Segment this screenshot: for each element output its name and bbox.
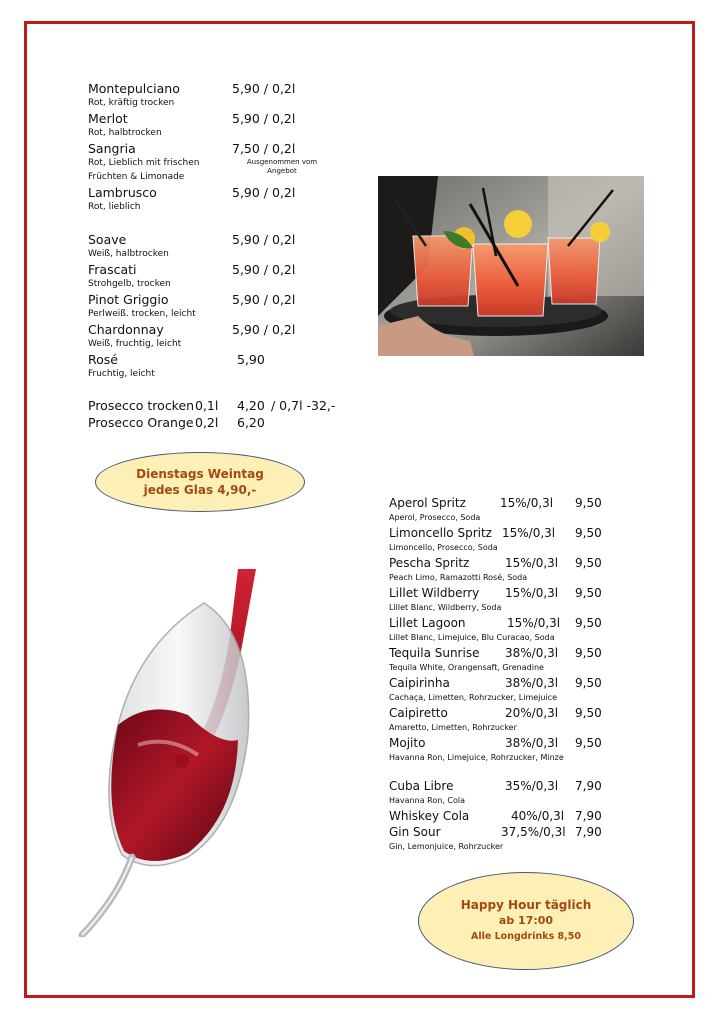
cocktail-name: Mojito — [389, 736, 426, 750]
promo-line: jedes Glas 4,90,- — [143, 483, 257, 497]
wine-name: Montepulciano — [88, 81, 180, 96]
cocktail-name: Limoncello Spritz — [389, 526, 492, 540]
prosecco-price: 6,20 — [237, 415, 265, 430]
cocktail-desc: Amaretto, Limetten, Rohrzucker — [389, 723, 517, 732]
longdrink-desc: Gin, Lemonjuice, Rohrzucker — [389, 842, 504, 851]
longdrink-name: Cuba Libre — [389, 779, 454, 793]
cocktail-photo — [378, 176, 644, 356]
wine-name: Pinot Griggio — [88, 292, 169, 307]
cocktail-desc: Tequila White, Orangensaft, Grenadine — [389, 663, 544, 672]
cocktail-price: 9,50 — [575, 526, 602, 540]
cocktail-abv: 15%/0,3l — [507, 616, 561, 630]
wine-desc: Perlweiß. trocken, leicht — [88, 309, 196, 319]
cocktail-name: Tequila Sunrise — [389, 646, 480, 660]
cocktail-desc: Cachaça, Limetten, Rohrzucker, Limejuice — [389, 693, 557, 702]
wine-price: 5,90 / 0,2l — [232, 111, 296, 126]
cocktail-price: 9,50 — [575, 616, 602, 630]
prosecco-size: 0,1l — [195, 398, 219, 413]
wine-desc: Rot, kräftig trocken — [88, 98, 175, 108]
promo-line: Happy Hour täglich — [460, 898, 592, 912]
wine-price: 5,90 / 0,2l — [232, 81, 296, 96]
wine-price: 5,90 / 0,2l — [232, 185, 296, 200]
longdrink-name: Gin Sour — [389, 825, 441, 839]
note-line: Angebot — [267, 167, 297, 175]
cocktail-desc: Peach Limo, Ramazotti Rosé, Soda — [389, 573, 528, 582]
longdrink-price: 7,90 — [575, 825, 602, 839]
cocktail-price: 9,50 — [575, 586, 602, 600]
prosecco-bottle-price: / 0,7l -32,- — [271, 398, 336, 413]
longdrink-abv: 37,5%/0,3l — [501, 825, 566, 839]
wine-price: 5,90 / 0,2l — [232, 292, 296, 307]
prosecco-price: 4,20 — [237, 398, 265, 413]
wine-desc: Früchten & Limonade — [88, 172, 185, 182]
cocktail-abv: 38%/0,3l — [505, 736, 559, 750]
cocktail-abv: 15%/0,3l — [502, 526, 556, 540]
wine-desc: Weiß, halbtrocken — [88, 249, 169, 259]
cocktail-price: 9,50 — [575, 646, 602, 660]
cocktail-price: 9,50 — [575, 736, 602, 750]
cocktail-abv: 38%/0,3l — [505, 646, 559, 660]
wine-desc: Fruchtig, leicht — [88, 369, 155, 379]
cocktail-price: 9,50 — [575, 706, 602, 720]
wine-price: 5,90 / 0,2l — [232, 232, 296, 247]
wine-desc: Weiß, fruchtig, leicht — [88, 339, 182, 349]
wine-price: 5,90 / 0,2l — [232, 262, 296, 277]
cocktail-price: 9,50 — [575, 556, 602, 570]
wine-desc: Rot, lieblich — [88, 202, 141, 212]
note-line: Ausgenommen vom — [246, 158, 318, 166]
cocktail-abv: 15%/0,3l — [505, 556, 559, 570]
cocktail-name: Aperol Spritz — [389, 496, 466, 510]
longdrink-name: Whiskey Cola — [389, 809, 470, 823]
wine-desc: Rot, halbtrocken — [88, 128, 162, 138]
cocktail-desc: Lillet Blanc, Wildberry, Soda — [389, 603, 502, 612]
tuesday-wine-promo — [95, 452, 305, 512]
cocktail-name: Lillet Wildberry — [389, 586, 480, 600]
wine-name: Chardonnay — [88, 322, 164, 337]
longdrink-abv: 35%/0,3l — [505, 779, 559, 793]
cocktail-name: Pescha Spritz — [389, 556, 470, 570]
wine-glass-illustration — [78, 565, 264, 937]
cocktail-price: 9,50 — [575, 676, 602, 690]
wine-name: Merlot — [88, 111, 128, 126]
cocktail-abv: 38%/0,3l — [505, 676, 559, 690]
promo-line: ab 17:00 — [498, 914, 554, 927]
prosecco-name: Prosecco Orange — [88, 415, 194, 430]
longdrink-price: 7,90 — [575, 809, 602, 823]
offer-exclusion-note — [244, 158, 320, 176]
longdrink-price: 7,90 — [575, 779, 602, 793]
cocktail-price: 9,50 — [575, 496, 602, 510]
longdrink-abv: 40%/0,3l — [511, 809, 565, 823]
cocktail-desc: Aperol, Prosecco, Soda — [389, 513, 481, 522]
cocktail-name: Caipirinha — [389, 676, 450, 690]
cocktail-name: Lillet Lagoon — [389, 616, 466, 630]
cocktail-desc: Limoncello, Prosecco, Soda — [389, 543, 498, 552]
wine-price: 5,90 / 0,2l — [232, 322, 296, 337]
wine-name: Rosé — [88, 352, 118, 367]
promo-line: Dienstags Weintag — [136, 467, 264, 481]
wine-price: 5,90 — [237, 352, 265, 367]
wine-name: Lambrusco — [88, 185, 157, 200]
wine-name: Sangria — [88, 141, 136, 156]
wine-desc: Rot, Lieblich mit frischen — [88, 158, 200, 168]
wine-name: Soave — [88, 232, 127, 247]
wine-name: Frascati — [88, 262, 137, 277]
promo-line: Alle Longdrinks 8,50 — [471, 931, 581, 942]
longdrink-desc: Havanna Ron, Cola — [389, 796, 465, 805]
happy-hour-promo — [418, 872, 634, 970]
prosecco-name: Prosecco trocken — [88, 398, 195, 413]
cocktail-abv: 15%/0,3l — [505, 586, 559, 600]
cocktail-name: Caipiretto — [389, 706, 448, 720]
wine-price: 7,50 / 0,2l — [232, 141, 296, 156]
cocktail-desc: Lillet Blanc, Limejuice, Blu Curacao, Soda — [389, 633, 555, 642]
cocktail-desc: Havanna Ron, Limejuice, Rohrzucker, Minze — [389, 753, 564, 762]
cocktail-abv: 15%/0,3l — [500, 496, 554, 510]
prosecco-size: 0,2l — [195, 415, 219, 430]
cocktail-abv: 20%/0,3l — [505, 706, 559, 720]
wine-desc: Strohgelb, trocken — [88, 279, 171, 289]
